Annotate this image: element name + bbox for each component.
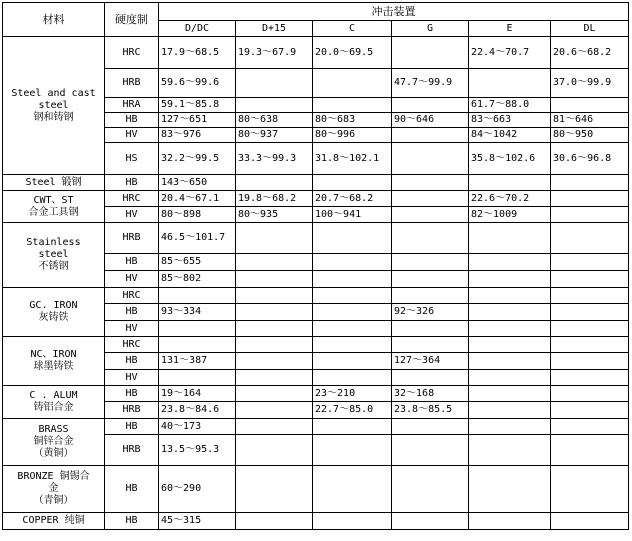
range-cell <box>392 337 469 353</box>
hardness-conversion-table <box>2 2 629 530</box>
range-cell: 61.7～88.0 <box>469 98 551 113</box>
range-cell: 45～315 <box>159 513 236 530</box>
material-label-line: 球墨铸铁 <box>33 361 74 372</box>
range-cell <box>159 337 236 353</box>
material-label-line: 灰铸铁 <box>38 312 69 323</box>
hardness-scale-cell: HRC <box>105 37 159 69</box>
range-cell <box>236 386 313 402</box>
material-label-line: NC、IRON <box>30 349 77 360</box>
range-cell: 32.2～99.5 <box>159 143 236 175</box>
range-cell <box>236 288 313 304</box>
range-cell <box>551 419 629 435</box>
range-cell: 37.0～99.9 <box>551 69 629 98</box>
range-cell <box>392 254 469 271</box>
range-cell: 40～173 <box>159 419 236 435</box>
range-cell: 20.4～67.1 <box>159 191 236 207</box>
material-label-line: Stainless <box>26 237 81 248</box>
range-cell <box>313 304 392 321</box>
hardness-scale-cell: HRB <box>105 69 159 98</box>
hardness-scale-cell: HB <box>105 353 159 370</box>
hardness-scale-cell: HRB <box>105 223 159 254</box>
range-cell: 85～655 <box>159 254 236 271</box>
table-row <box>3 223 629 254</box>
range-cell: 59.6～99.6 <box>159 69 236 98</box>
material-label-line: steel <box>38 249 69 260</box>
range-cell <box>236 353 313 370</box>
range-cell: 32～168 <box>392 386 469 402</box>
range-cell <box>469 353 551 370</box>
range-cell <box>392 370 469 386</box>
range-cell <box>551 271 629 288</box>
range-cell <box>313 69 392 98</box>
range-cell <box>236 435 313 466</box>
range-cell <box>392 98 469 113</box>
range-cell <box>551 435 629 466</box>
material-label-line: 铜锌合金 <box>33 436 74 447</box>
material-label-line: CWT、ST <box>33 194 74 206</box>
range-cell <box>551 175 629 191</box>
hardness-scale-cell: HV <box>105 370 159 386</box>
range-cell <box>469 386 551 402</box>
material-label-line: Steel 锻钢 <box>25 176 82 188</box>
table-row <box>3 337 629 353</box>
range-cell: 46.5～101.7 <box>159 223 236 254</box>
range-cell: 127～651 <box>159 113 236 128</box>
range-cell: 17.9～68.5 <box>159 37 236 69</box>
range-cell <box>313 513 392 530</box>
table-row <box>3 191 629 207</box>
material-label-line: 铸铝合金 <box>33 402 74 413</box>
range-cell <box>551 370 629 386</box>
range-cell <box>469 69 551 98</box>
hardness-scale-cell: HV <box>105 128 159 143</box>
range-cell: 85～802 <box>159 271 236 288</box>
material-cell <box>3 466 105 513</box>
range-cell <box>236 223 313 254</box>
range-cell: 35.8～102.6 <box>469 143 551 175</box>
range-cell <box>551 98 629 113</box>
header-device-e: E <box>469 21 551 37</box>
range-cell: 80～935 <box>236 207 313 223</box>
hardness-scale-cell: HS <box>105 143 159 175</box>
hardness-scale-cell: HV <box>105 271 159 288</box>
material-cell <box>3 191 105 223</box>
range-cell <box>313 370 392 386</box>
hardness-scale-cell: HB <box>105 304 159 321</box>
range-cell <box>469 513 551 530</box>
range-cell <box>236 337 313 353</box>
hardness-scale-cell: HRA <box>105 98 159 113</box>
header-material: 材料 <box>3 3 105 37</box>
range-cell <box>236 513 313 530</box>
hardness-scale-cell: HRC <box>105 288 159 304</box>
range-cell <box>551 191 629 207</box>
range-cell <box>392 128 469 143</box>
table-row <box>3 466 629 513</box>
hardness-scale-cell: HB <box>105 113 159 128</box>
header-device-g: G <box>392 21 469 37</box>
material-cell <box>3 337 105 386</box>
range-cell: 22.4～70.7 <box>469 37 551 69</box>
hardness-table-container <box>2 2 629 530</box>
material-label-line: steel <box>38 99 69 111</box>
material-cell <box>3 513 105 530</box>
range-cell: 93～334 <box>159 304 236 321</box>
range-cell: 20.7～68.2 <box>313 191 392 207</box>
range-cell <box>469 288 551 304</box>
material-label-line: 不锈钢 <box>38 261 69 272</box>
range-cell <box>551 513 629 530</box>
range-cell: 19.8～68.2 <box>236 191 313 207</box>
range-cell <box>159 370 236 386</box>
range-cell <box>392 223 469 254</box>
range-cell <box>236 69 313 98</box>
range-cell <box>313 353 392 370</box>
table-body <box>3 37 629 530</box>
material-cell <box>3 37 105 175</box>
range-cell: 31.8～102.1 <box>313 143 392 175</box>
range-cell <box>469 271 551 288</box>
range-cell <box>469 370 551 386</box>
range-cell: 90～646 <box>392 113 469 128</box>
hardness-scale-cell: HV <box>105 321 159 337</box>
material-label-line: BRONZE 铜锡合 <box>17 471 90 482</box>
hardness-scale-cell: HRB <box>105 402 159 419</box>
range-cell: 84～1042 <box>469 128 551 143</box>
range-cell <box>469 321 551 337</box>
range-cell: 83～976 <box>159 128 236 143</box>
material-label-line: 钢和铸钢 <box>33 111 74 123</box>
hardness-scale-cell: HRC <box>105 191 159 207</box>
table-row <box>3 513 629 530</box>
range-cell <box>392 143 469 175</box>
material-label-line: COPPER 纯铜 <box>22 515 85 526</box>
range-cell <box>469 337 551 353</box>
range-cell <box>392 37 469 69</box>
range-cell <box>551 223 629 254</box>
range-cell <box>469 435 551 466</box>
hardness-scale-cell: HRB <box>105 435 159 466</box>
range-cell: 47.7～99.9 <box>392 69 469 98</box>
range-cell <box>392 466 469 513</box>
hardness-scale-cell: HRC <box>105 337 159 353</box>
header-device-d-dc: D/DC <box>159 21 236 37</box>
range-cell <box>313 337 392 353</box>
range-cell <box>551 386 629 402</box>
range-cell <box>551 353 629 370</box>
hardness-scale-cell: HB <box>105 175 159 191</box>
range-cell: 13.5～95.3 <box>159 435 236 466</box>
hardness-scale-cell: HV <box>105 207 159 223</box>
range-cell <box>236 321 313 337</box>
table-row <box>3 288 629 304</box>
range-cell: 80～683 <box>313 113 392 128</box>
hardness-scale-cell: HB <box>105 419 159 435</box>
material-label-line: C . ALUM <box>29 390 78 401</box>
range-cell <box>469 419 551 435</box>
range-cell: 82～1009 <box>469 207 551 223</box>
table-row <box>3 37 629 69</box>
range-cell: 92～326 <box>392 304 469 321</box>
range-cell <box>313 175 392 191</box>
range-cell <box>236 402 313 419</box>
range-cell <box>469 466 551 513</box>
range-cell <box>313 288 392 304</box>
range-cell <box>392 288 469 304</box>
range-cell <box>159 288 236 304</box>
range-cell <box>313 466 392 513</box>
range-cell <box>236 271 313 288</box>
range-cell <box>469 402 551 419</box>
range-cell <box>313 435 392 466</box>
material-label-line: 金 <box>48 483 59 494</box>
material-cell <box>3 223 105 288</box>
range-cell <box>392 321 469 337</box>
range-cell: 80～937 <box>236 128 313 143</box>
range-cell <box>392 191 469 207</box>
range-cell: 80～638 <box>236 113 313 128</box>
range-cell: 80～898 <box>159 207 236 223</box>
header-hardness-scale: 硬度制 <box>105 3 159 37</box>
range-cell <box>551 321 629 337</box>
header-device-d15: D+15 <box>236 21 313 37</box>
material-cell <box>3 419 105 466</box>
range-cell <box>392 271 469 288</box>
material-label-line: 合金工具钢 <box>28 206 79 218</box>
hardness-scale-cell: HB <box>105 513 159 530</box>
header-impact-device: 冲击装置 <box>159 3 629 21</box>
range-cell <box>392 175 469 191</box>
range-cell: 19.3～67.9 <box>236 37 313 69</box>
material-label-line: （青铜） <box>33 495 74 506</box>
range-cell <box>236 370 313 386</box>
range-cell <box>236 419 313 435</box>
range-cell <box>236 254 313 271</box>
range-cell: 81～646 <box>551 113 629 128</box>
range-cell: 127～364 <box>392 353 469 370</box>
range-cell <box>551 254 629 271</box>
range-cell <box>469 175 551 191</box>
range-cell <box>236 98 313 113</box>
table-row <box>3 419 629 435</box>
range-cell: 80～950 <box>551 128 629 143</box>
range-cell <box>551 466 629 513</box>
range-cell: 131～387 <box>159 353 236 370</box>
range-cell: 22.6～70.2 <box>469 191 551 207</box>
range-cell <box>469 254 551 271</box>
range-cell <box>313 419 392 435</box>
header-device-c: C <box>313 21 392 37</box>
range-cell: 20.6～68.2 <box>551 37 629 69</box>
range-cell <box>313 254 392 271</box>
range-cell: 33.3～99.3 <box>236 143 313 175</box>
material-cell <box>3 175 105 191</box>
range-cell: 19～164 <box>159 386 236 402</box>
range-cell <box>392 435 469 466</box>
range-cell: 100～941 <box>313 207 392 223</box>
material-cell <box>3 288 105 337</box>
range-cell: 143～650 <box>159 175 236 191</box>
range-cell <box>313 223 392 254</box>
material-label-line: Steel and cast <box>11 87 96 99</box>
range-cell: 23.8～84.6 <box>159 402 236 419</box>
range-cell <box>392 207 469 223</box>
range-cell <box>551 207 629 223</box>
range-cell <box>392 419 469 435</box>
range-cell <box>392 513 469 530</box>
range-cell <box>313 321 392 337</box>
table-row <box>3 175 629 191</box>
range-cell <box>551 402 629 419</box>
range-cell <box>551 304 629 321</box>
range-cell: 60～290 <box>159 466 236 513</box>
range-cell: 80～996 <box>313 128 392 143</box>
hardness-scale-cell: HB <box>105 466 159 513</box>
hardness-scale-cell: HB <box>105 254 159 271</box>
range-cell <box>469 304 551 321</box>
range-cell: 20.0～69.5 <box>313 37 392 69</box>
material-label-line: BRASS <box>38 424 69 435</box>
range-cell <box>313 98 392 113</box>
range-cell: 22.7～85.0 <box>313 402 392 419</box>
range-cell <box>313 271 392 288</box>
material-label-line: GC. IRON <box>29 300 78 311</box>
range-cell: 83～663 <box>469 113 551 128</box>
range-cell: 23.8～85.5 <box>392 402 469 419</box>
material-label-line: （黄铜） <box>33 448 74 459</box>
range-cell <box>551 288 629 304</box>
material-cell <box>3 386 105 419</box>
hardness-scale-cell: HB <box>105 386 159 402</box>
range-cell <box>469 223 551 254</box>
range-cell: 30.6～96.8 <box>551 143 629 175</box>
table-header <box>3 3 629 37</box>
table-row <box>3 386 629 402</box>
range-cell <box>236 304 313 321</box>
range-cell <box>236 175 313 191</box>
range-cell <box>236 466 313 513</box>
range-cell <box>551 337 629 353</box>
range-cell <box>159 321 236 337</box>
range-cell: 59.1～85.8 <box>159 98 236 113</box>
header-device-dl: DL <box>551 21 629 37</box>
range-cell: 23～210 <box>313 386 392 402</box>
